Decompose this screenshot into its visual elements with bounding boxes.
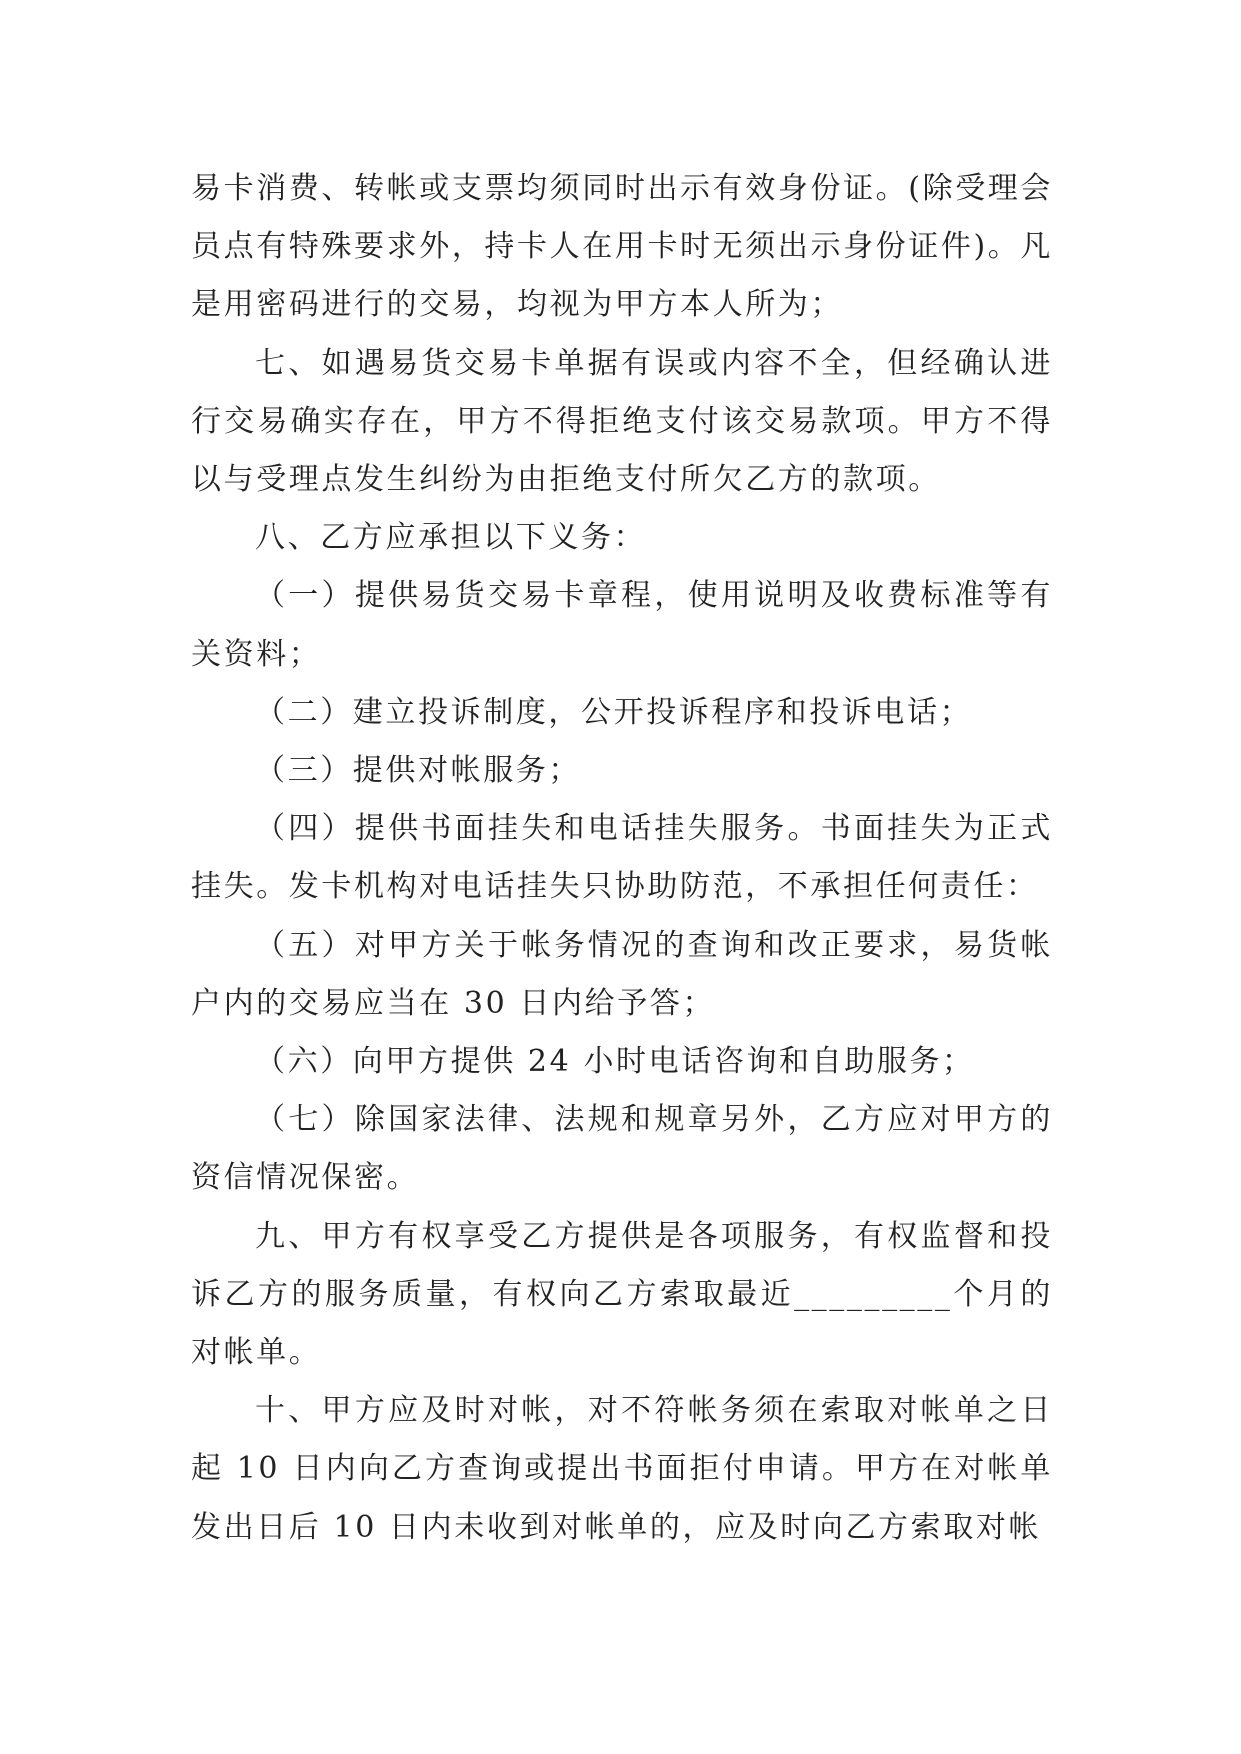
document-body xyxy=(191,160,1053,1557)
paragraph-clause-10: 十、甲方应及时对帐，对不符帐务须在索取对帐单之日起 10 日内向乙方查询或提出书面拒付申请。甲方在对帐单发出日后 10 日内未收到对帐单的，应及时向乙方索取对帐 xyxy=(191,1393,1053,1545)
paragraph-1: 易卡消费、转帐或支票均须同时出示有效身份证。(除受理会员点有特殊要求外，持卡人在用卡时无须出示身份证件)。凡是用密码进行的交易，均视为甲方本人所为； xyxy=(191,171,1053,323)
paragraph-clause-8-7: （七）除国家法律、法规和规章另外，乙方应对甲方的资信情况保密。 xyxy=(191,1102,1053,1196)
paragraph-clause-8: 八、乙方应承担以下义务： xyxy=(255,520,647,556)
paragraph-clause-8-6: （六）向甲方提供 24 小时电话咨询和自助服务； xyxy=(255,1044,975,1080)
paragraph-clause-8-4: （四）提供书面挂失和电话挂失服务。书面挂失为正式挂失。发卡机构对电话挂失只协助防范，不承担任何责任： xyxy=(191,811,1053,905)
paragraph-clause-8-2: （二）建立投诉制度，公开投诉程序和投诉电话； xyxy=(255,694,973,730)
paragraph-clause-8-5: （五）对甲方关于帐务情况的查询和改正要求，易货帐户内的交易应当在 30 日内给予答； xyxy=(191,927,1053,1021)
paragraph-clause-8-3: （三）提供对帐服务； xyxy=(255,753,581,789)
paragraph-clause-8-1: （一）提供易货交易卡章程，使用说明及收费标准等有关资料； xyxy=(191,578,1053,672)
paragraph-clause-9: 九、甲方有权享受乙方提供是各项服务，有权监督和投诉乙方的服务质量，有权向乙方索取最近_________个月的对帐单。 xyxy=(191,1218,1053,1371)
paragraph-clause-7: 七、如遇易货交易卡单据有误或内容不全，但经确认进行交易确实存在，甲方不得拒绝支付该交易款项。甲方不得以与受理点发生纠纷为由拒绝支付所欠乙方的款项。 xyxy=(191,345,1053,498)
